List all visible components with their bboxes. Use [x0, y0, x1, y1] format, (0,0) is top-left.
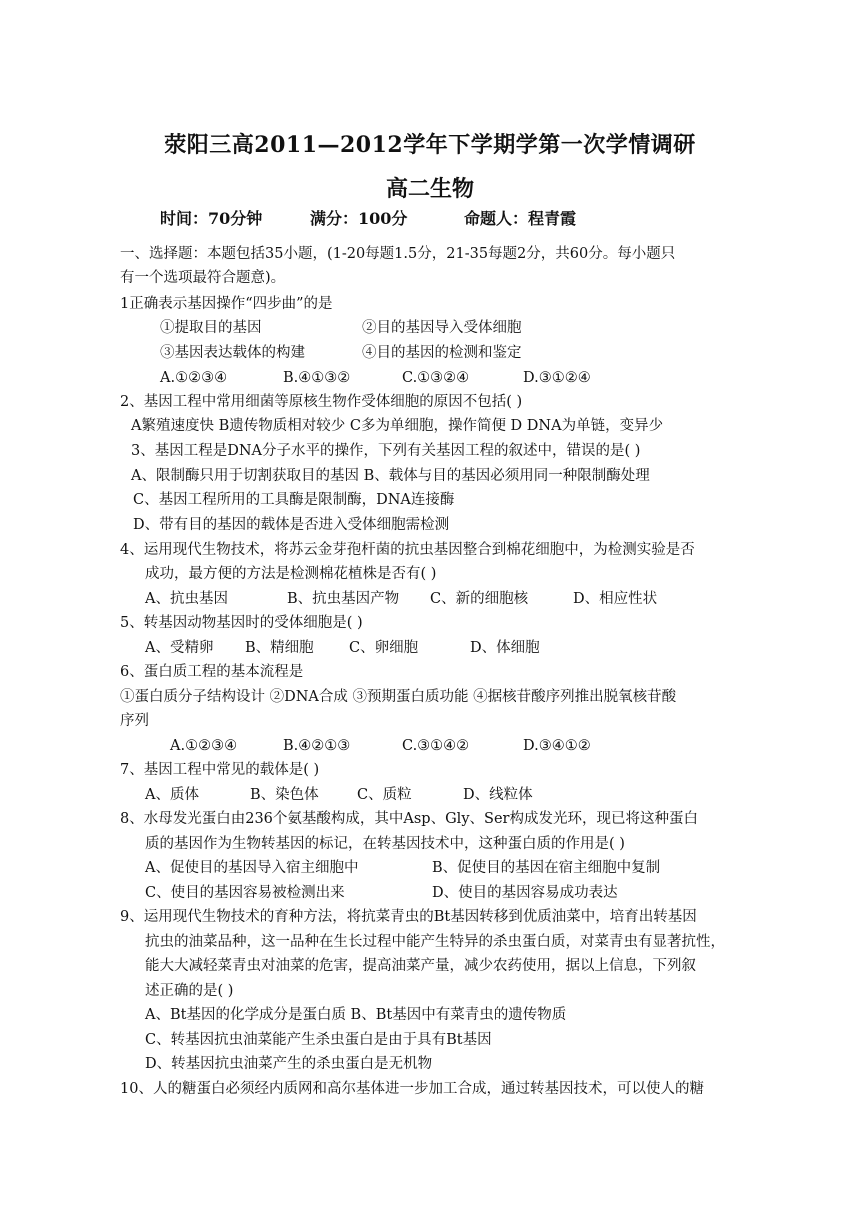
q4-stem-line1: 4、运用现代生物技术，将苏云金芽孢杆菌的抗虫基因整合到棉花细胞中，为检测实验是否 — [120, 542, 695, 558]
q1-option-c: C.①③②④ — [402, 370, 470, 386]
q4-option-c: C、新的细胞核 — [430, 591, 529, 607]
q8-option-b: B、促使目的基因在宿主细胞中复制 — [432, 860, 661, 876]
q1-option-a: A.①②③④ — [160, 370, 228, 386]
q1-option-d: D.③①②④ — [523, 370, 591, 386]
q9-stem-line3: 能大大减轻菜青虫对油菜的危害，提高油菜产量，减少农药使用，据以上信息，下列叙 — [145, 958, 696, 974]
q9-option-ab: A、Bt基因的化学成分是蛋白质 B、Bt基因中有菜青虫的遗传物质 — [145, 1007, 567, 1023]
exam-subtitle: 高二生物 — [385, 176, 474, 202]
exam-time: 时间：70分钟 — [160, 209, 263, 228]
q2-stem: 2、基因工程中常用细菌等原核生物作受体细胞的原因不包括( ) — [120, 394, 523, 410]
q10-stem-line1: 10、人的糖蛋白必须经内质网和高尔基体进一步加工合成，通过转基因技术，可以使人的糖 — [120, 1081, 704, 1097]
q1-stem: 1正确表示基因操作“四步曲”的是 — [120, 296, 333, 312]
q1-item3: ③基因表达载体的构建 — [160, 345, 305, 361]
exam-score: 满分：100分 — [310, 209, 408, 228]
q4-stem-line2: 成功，最方便的方法是检测棉花植株是否有( ) — [145, 566, 437, 582]
q1-item4: ④目的基因的检测和鉴定 — [362, 345, 522, 361]
q6-option-a: A.①②③④ — [170, 738, 238, 754]
q6-stem: 6、蛋白质工程的基本流程是 — [120, 664, 304, 680]
q9-option-d: D、转基因抗虫油菜产生的杀虫蛋白是无机物 — [145, 1056, 433, 1072]
q3-option-c: C、基因工程所用的工具酶是限制酶，DNA连接酶 — [133, 492, 455, 508]
q5-option-b: B、精细胞 — [245, 640, 314, 656]
q3-stem: 3、基因工程是DNA分子水平的操作，下列有关基因工程的叙述中，错误的是( ) — [131, 443, 641, 459]
q9-stem-line1: 9、运用现代生物技术的育种方法，将抗菜青虫的Bt基因转移到优质油菜中，培育出转基因 — [120, 909, 697, 925]
q8-stem-line1: 8、水母发光蛋白由236个氨基酸构成，其中Asp、Gly、Ser构成发光环，现已将这种蛋白 — [120, 811, 698, 827]
q5-stem: 5、转基因动物基因时的受体细胞是( ) — [120, 615, 363, 631]
q5-option-d: D、体细胞 — [470, 640, 540, 656]
exam-author: 命题人：程青霞 — [464, 209, 577, 228]
q6-option-c: C.③①④② — [402, 738, 470, 754]
q7-option-a: A、质体 — [145, 787, 199, 803]
q3-option-ab: A、限制酶只用于切割获取目的基因 B、载体与目的基因必须用同一种限制酶处理 — [131, 468, 650, 484]
q4-option-a: A、抗虫基因 — [145, 591, 228, 607]
exam-title: 荥阳三高2011—2012学年下学期学第一次学情调研 — [164, 132, 696, 158]
q5-option-a: A、受精卵 — [145, 640, 214, 656]
q9-option-c: C、转基因抗虫油菜能产生杀虫蛋白是由于具有Bt基因 — [145, 1032, 492, 1048]
q5-option-c: C、卵细胞 — [349, 640, 419, 656]
q7-option-c: C、质粒 — [357, 787, 412, 803]
q4-option-d: D、相应性状 — [573, 591, 658, 607]
q6-option-d: D.③④①② — [523, 738, 591, 754]
q9-stem-line4: 述正确的是( ) — [145, 983, 234, 999]
q9-stem-line2: 抗虫的油菜品种，这一品种在生长过程中能产生特异的杀虫蛋白质，对菜青虫有显著抗性， — [145, 934, 725, 950]
q8-option-d: D、使目的基因容易成功表达 — [432, 885, 618, 901]
q2-options: A繁殖速度快 B遗传物质相对较少 C多为单细胞，操作简便 D DNA为单链，变异少 — [131, 418, 664, 434]
q7-stem: 7、基因工程中常见的载体是( ) — [120, 762, 320, 778]
q6-option-b: B.④②①③ — [283, 738, 351, 754]
q8-stem-line2: 质的基因作为生物转基因的标记，在转基因技术中，这种蛋白质的作用是( ) — [145, 836, 625, 852]
q8-option-c: C、使目的基因容易被检测出来 — [145, 885, 345, 901]
q6-line2: 序列 — [120, 713, 149, 729]
q1-item1: ①提取目的基因 — [160, 320, 262, 336]
q1-item2: ②目的基因导入受体细胞 — [362, 320, 522, 336]
q7-option-b: B、染色体 — [250, 787, 319, 803]
q3-option-d: D、带有目的基因的载体是否进入受体细胞需检测 — [133, 517, 450, 533]
section-intro-line1: 一、选择题：本题包括35小题，(1-20每题1.5分，21-35每题2分，共60分。每小题只 — [120, 246, 676, 262]
q7-option-d: D、线粒体 — [463, 787, 533, 803]
q8-option-a: A、促使目的基因导入宿主细胞中 — [145, 860, 359, 876]
q6-line1: ①蛋白质分子结构设计 ②DNA合成 ③预期蛋白质功能 ④据核苷酸序列推出脱氧核苷酸 — [120, 689, 677, 705]
q4-option-b: B、抗虫基因产物 — [287, 591, 400, 607]
section-intro-line2: 有一个选项最符合题意)。 — [120, 270, 286, 286]
q1-option-b: B.④①③② — [283, 370, 351, 386]
